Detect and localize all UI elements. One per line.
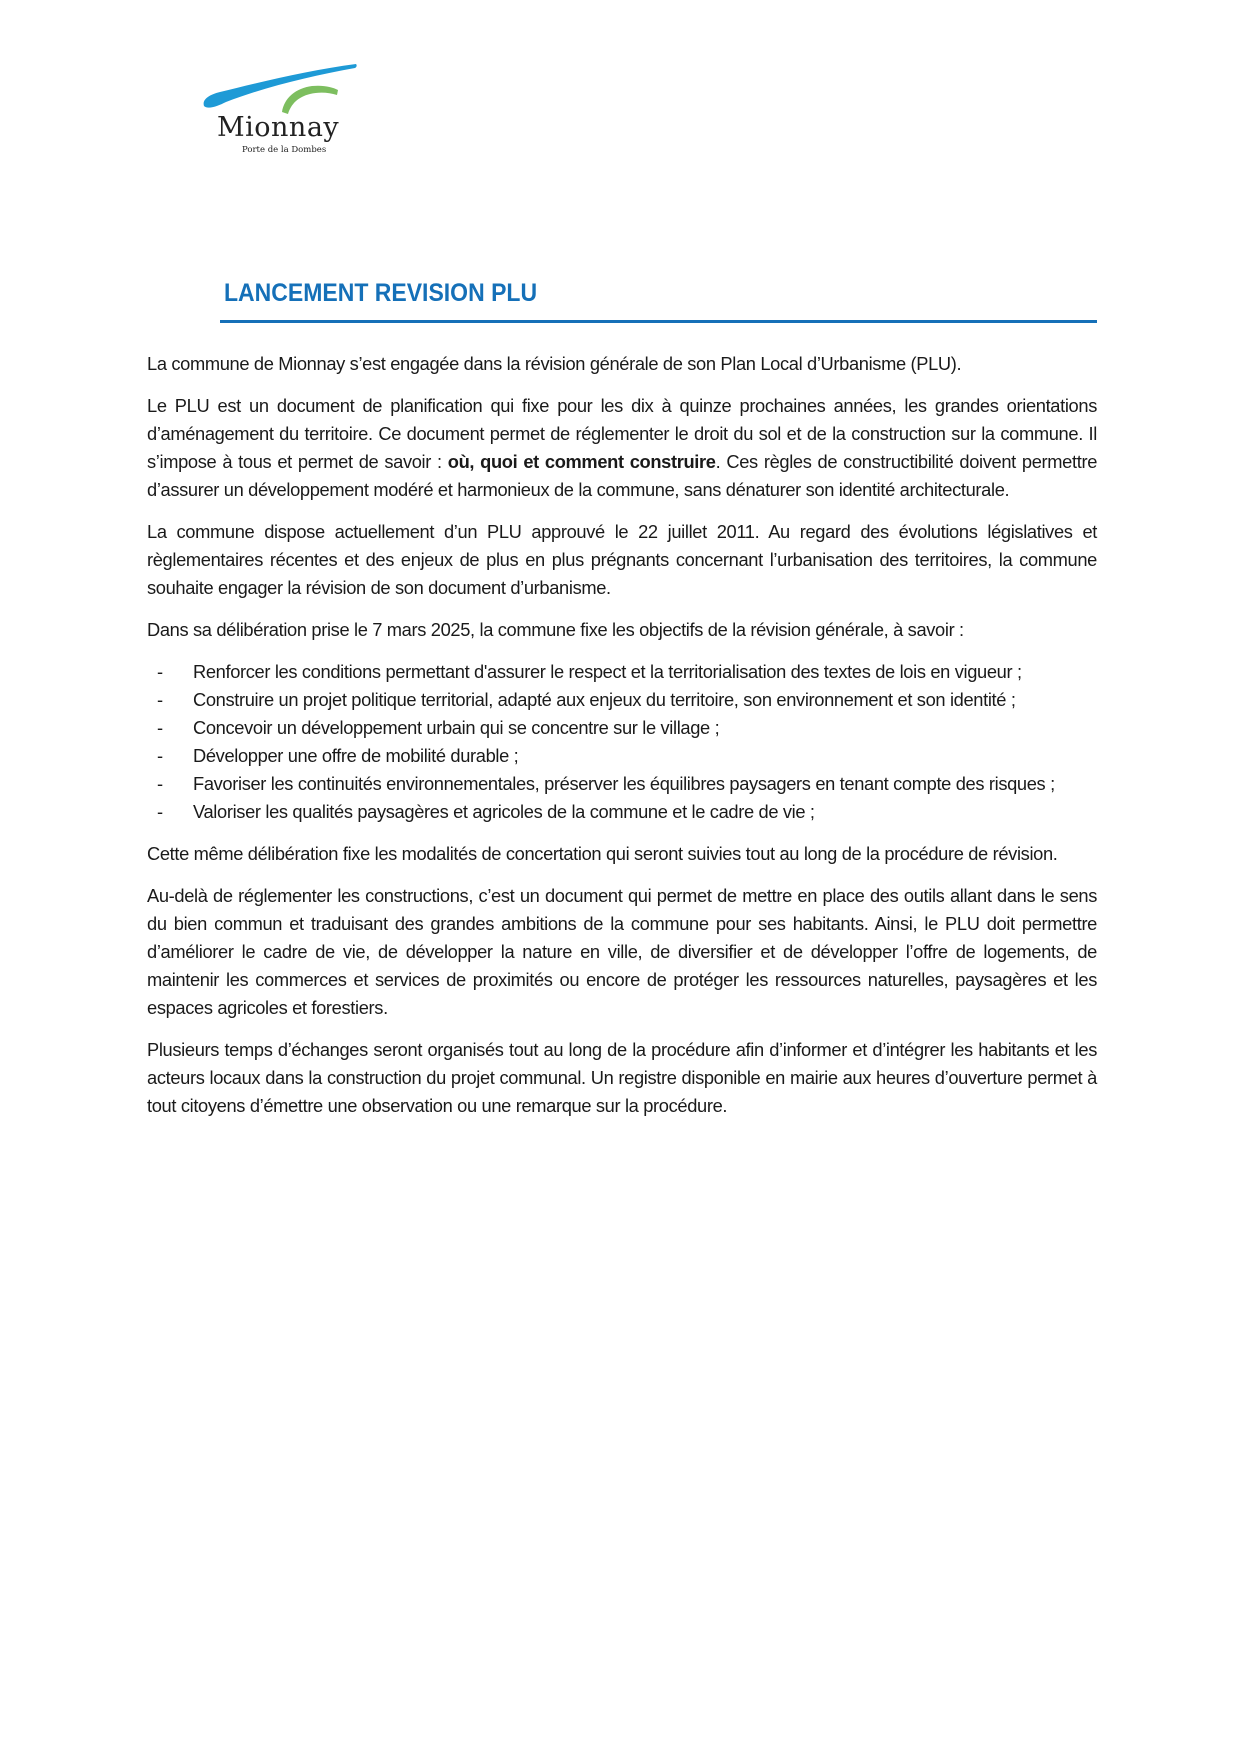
mionnay-logo [200, 62, 360, 162]
bullet-dash: - [157, 689, 163, 710]
bullet-dash: - [157, 661, 163, 682]
bullet-dash: - [157, 773, 163, 794]
paragraph-deliberation: Dans sa délibération prise le 7 mars 2025, la commune fixe les objectifs de la révision générale, à savoir : [147, 619, 964, 640]
bold-emphasis: où, quoi et comment construire [447, 451, 716, 472]
paragraph-ambitions: Au-delà de réglementer les constructions, c’est un document qui permet de mettre en place des outils allant dans le sens du bien commun et traduisant des grandes ambitions de la commune pour ses habitants. Ainsi, le PLU doit permettre d’améliorer le cadre de vie, de développer la nature en ville, de diversifier et de développer l’offre de logements, de maintenir les commerces et services de proximités ou encore de protéger les ressources naturelles, paysagères et les espaces agricoles et forestiers. [147, 885, 1097, 1018]
text-run: Le PLU est un document de planification qui fixe pour les dix à quinze prochaines années, les grandes orientations d’aménagement du territoire. Ce document permet de réglementer le droit du sol et de la construction sur la commune. Il s’impose à tous et permet de savoir : [147, 395, 1097, 472]
bullet-dash: - [157, 801, 163, 822]
list-item [147, 798, 1097, 826]
logo-name: Mionnay [217, 112, 340, 143]
text-run: . Ces règles de constructibilité doivent permettre d’assurer un développement modéré et harmonieux de la commune, sans dénaturer son identité architecturale. [147, 451, 1098, 500]
logo-tagline: Porte de la Dombes [242, 145, 327, 155]
paragraph-exchanges: Plusieurs temps d’échanges seront organisés tout au long de la procédure afin d’informer et d’intégrer les habitants et les acteurs locaux dans la construction du projet communal. Un registre disponible en mairie aux heures d’ouverture permet à tout citoyens d’émettre une observation ou une remarque sur la procédure. [147, 1039, 1097, 1116]
list-item-text: Valoriser les qualités paysagères et agricoles de la commune et le cadre de vie ; [193, 801, 815, 822]
paragraph-intro: La commune de Mionnay s’est engagée dans la révision générale de son Plan Local d’Urbanisme (PLU). [147, 353, 962, 374]
list-item [147, 742, 1097, 770]
list-item-text: Favoriser les continuités environnementales, préserver les équilibres paysagers en tenant compte des risques ; [193, 773, 1055, 794]
document-body [147, 350, 1097, 1134]
list-item [147, 714, 1097, 742]
page-header [220, 278, 1097, 323]
list-item [147, 686, 1097, 714]
paragraph-current-plu: La commune dispose actuellement d’un PLU approuvé le 22 juillet 2011. Au regard des évolutions législatives et règlementaires récentes et des enjeux de plus en plus prégnants concernant l’urbanisation des territoires, la commune souhaite engager la révision de son document d’urbanisme. [147, 521, 1097, 598]
objectives-list [147, 658, 1097, 826]
paragraph-plu-definition [147, 392, 1097, 504]
bullet-dash: - [157, 745, 163, 766]
paragraph-concertation: Cette même délibération fixe les modalités de concertation qui seront suivies tout au long de la procédure de révision. [147, 843, 1058, 864]
list-item-text: Construire un projet politique territorial, adapté aux enjeux du territoire, son environnement et son identité ; [193, 689, 1016, 710]
title-underline [220, 320, 1097, 323]
list-item [147, 658, 1097, 686]
list-item-text: Développer une offre de mobilité durable ; [193, 745, 519, 766]
list-item-text: Renforcer les conditions permettant d'assurer le respect et la territorialisation des textes de lois en vigueur ; [193, 661, 1022, 682]
page-title: LANCEMENT REVISION PLU [224, 279, 538, 307]
list-item [147, 770, 1097, 798]
bullet-dash: - [157, 717, 163, 738]
list-item-text: Concevoir un développement urbain qui se concentre sur le village ; [193, 717, 720, 738]
